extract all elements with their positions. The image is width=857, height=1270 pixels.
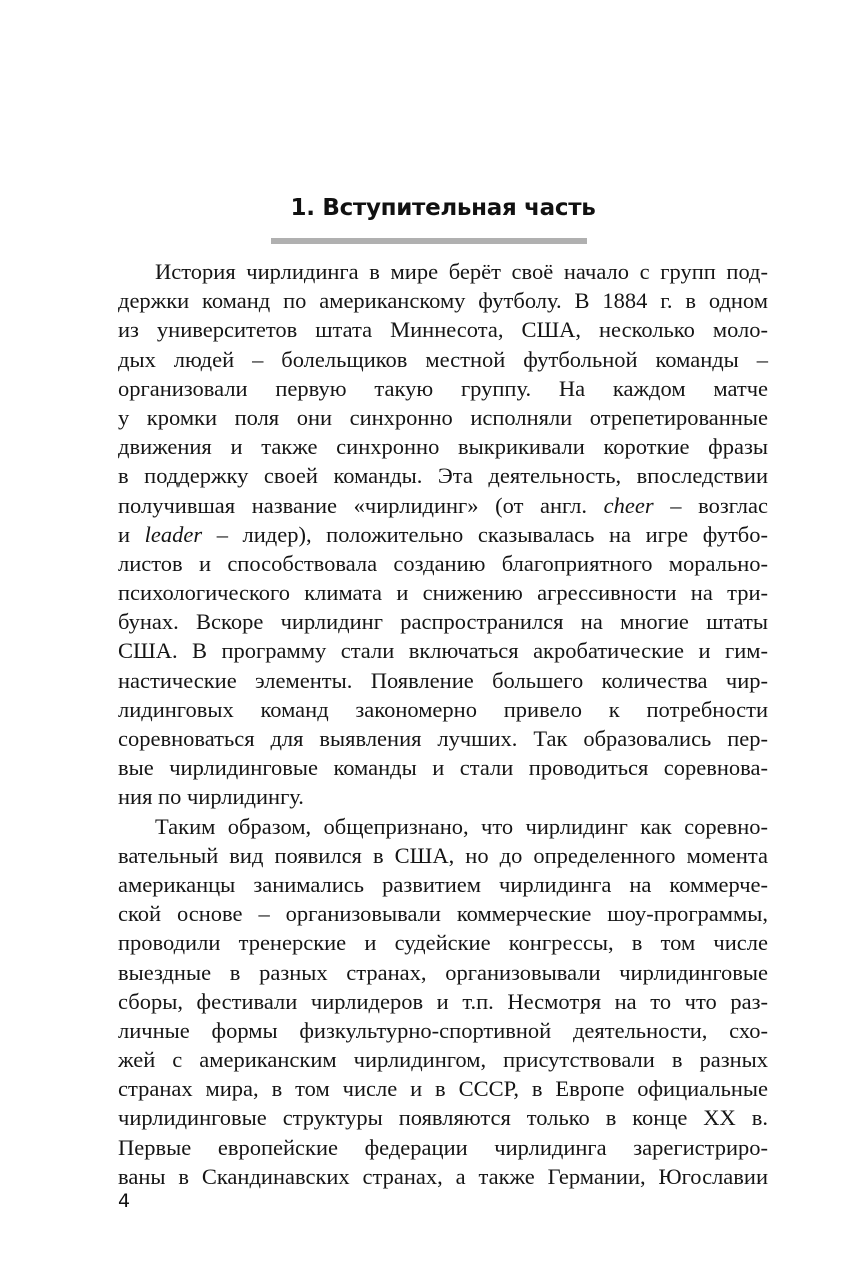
text-line: вые чирлидинговые команды и стали проводиться соревнова- [118,755,768,781]
section-title: 1. Вступительная часть [290,195,596,221]
text-line: дых людей – болельщиков местной футбольной команды – [118,346,768,372]
text-segment: получившая название «чирлидинг» (от англ. [118,492,604,518]
text-line: жей с американским чирлидингом, присутствовали в разных [118,1047,768,1073]
text-line: из университетов штата Миннесота, США, несколько моло- [118,317,768,343]
text-line: у кромки поля они синхронно исполняли отрепетированные [118,404,768,430]
text-line: движения и также синхронно выкрикивали короткие фразы [118,434,768,460]
text-line: американцы занимались развитием чирлидинга на коммерче- [118,871,768,897]
text-line: История чирлидинга в мире берёт своё начало с групп под- [155,259,768,284]
text-line: организовали первую такую группу. На каждом матче [118,375,768,401]
text-line: личные формы физкультурно-спортивной деятельности, схо- [118,1017,768,1043]
text-line [118,491,768,520]
text-line: выездные в разных странах, организовывали чирлидинговые [118,959,768,985]
text-segment: – возглас [653,492,768,518]
paragraph [118,812,768,1191]
text-line [118,520,768,549]
title-underline [271,238,587,244]
text-segment: и [118,521,145,547]
text-line: держки команд по американскому футболу. В 1884 г. в одном [118,288,768,314]
text-segment: – лидер), положительно сказывалась на игре футбо- [202,521,768,547]
text-line: сборы, фестивали чирлидеров и т.п. Несмотря на то что раз- [118,988,768,1014]
text-line: вательный вид появился в США, но до определенного момента [118,842,768,868]
text-line: ской основе – организовывали коммерческие шоу-программы, [118,901,768,927]
text-line: настические элементы. Появление большего количества чир- [118,667,768,693]
text-line: в поддержку своей команды. Эта деятельность, впоследствии [118,463,768,489]
text-line: Первые европейские федерации чирлидинга зарегистриро- [118,1134,768,1160]
text-line: соревноваться для выявления лучших. Так образовались пер- [118,726,768,751]
text-line: проводили тренерские и судейские конгрессы, в том числе [118,930,768,956]
page-number: 4 [118,1190,131,1212]
italic-term: cheer [603,492,654,518]
text-line: листов и способствовала созданию благоприятного морально- [118,550,768,576]
text-line: чирлидинговые структуры появляются только в конце XX в. [118,1105,768,1131]
text-line: Таким образом, общепризнано, что чирлидинг как соревно- [155,813,768,839]
text-line: психологического климата и снижению агрессивности на три- [118,580,768,606]
italic-term: leader [144,521,203,547]
text-line: странах мира, в том числе и в СССР, в Европе официальные [118,1076,768,1102]
text-line: бунах. Вскоре чирлидинг распространился на многие штаты [118,609,768,635]
text-line: лидинговых команд закономерно привело к потребности [118,696,768,722]
paragraph [118,257,768,812]
body-text [118,257,768,1191]
text-line: ния по чирлидингу. [118,784,304,810]
text-line: ваны в Скандинавских странах, а также Германии, Югославии [118,1163,768,1189]
text-line: США. В программу стали включаться акробатические и гим- [118,638,768,664]
